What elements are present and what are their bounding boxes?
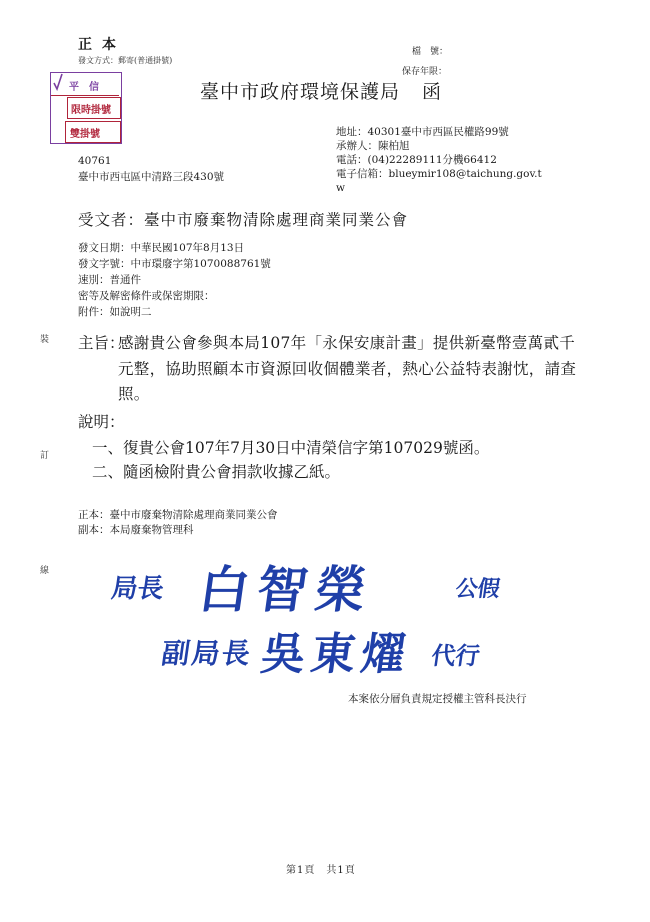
delegation-note: 本案依分層負責規定授權主管科長決行 (348, 693, 527, 705)
stamp-regular-label: 平 信 (69, 82, 99, 93)
attachment-note: 附件：如說明二 (78, 306, 152, 318)
signature-acting-note: 代行 (429, 641, 482, 670)
original-recipient: 正本：臺中市廢棄物清除處理商業同業公會 (78, 509, 278, 521)
agency-name: 臺中市政府環境保護局 (200, 81, 401, 103)
sender-email: 電子信箱：blueymir108@taichung.gov.t (336, 168, 542, 180)
binding-mark: 裝 (40, 335, 50, 345)
binding-mark: 線 (40, 566, 50, 576)
stamp-double-label: 雙掛號 (70, 129, 100, 140)
signature-name-director: 白智榮 (195, 560, 378, 619)
file-number-label: 檔 號： (412, 47, 449, 57)
distribution-list (78, 508, 278, 538)
issue-date: 發文日期：中華民國107年8月13日 (78, 242, 245, 254)
page-number: 第1頁 共1頁 (286, 865, 356, 876)
subject-text: 感謝貴公會參與本局107年「永保安康計畫」提供新臺幣壹萬貳千元整，協助照顧本市資源回收個體業者，熱心公益特表謝忱，請查照。 (118, 334, 577, 403)
delivery-speed: 速別：普通件 (78, 274, 141, 286)
sender-contact: 承辦人：陳柏旭 (336, 140, 410, 152)
stamp-row-double (65, 121, 121, 143)
document-meta (78, 240, 271, 320)
sender-info (336, 125, 542, 195)
copy-type-label: 正本 (78, 37, 126, 53)
sender-address: 地址：40301臺中市西區民權路99號 (336, 126, 509, 138)
receiver-zip: 40761 (78, 155, 112, 167)
retention-label: 保存年限： (402, 67, 448, 77)
explanation-list (92, 436, 489, 484)
stamp-express-label: 限時掛號 (71, 105, 111, 116)
sender-email-cont: w (336, 182, 345, 194)
explanation-label: 說明： (78, 413, 125, 431)
sender-phone: 電話：(04)22289111分機66412 (336, 154, 497, 166)
document-number: 發文字號：中市環廢字第1070088761號 (78, 258, 271, 270)
subject-label: 主旨： (78, 334, 125, 352)
mail-type-stamp (50, 72, 122, 144)
doc-type: 函 (422, 81, 443, 103)
signature-name-deputy: 吳東燿 (257, 629, 415, 680)
security-level: 密等及解密條件或保密期限： (78, 290, 215, 302)
send-method: 發文方式：郵寄(普通掛號) (78, 56, 173, 65)
explanation-item: 二、隨函檢附貴公會捐款收據乙紙。 (92, 463, 341, 481)
receiver-address: 臺中市西屯區中清路三段430號 (78, 171, 225, 183)
recipient-line: 受文者：臺中市廢棄物清除處理商業同業公會 (78, 211, 409, 229)
copy-recipient: 副本：本局廢棄物管理科 (78, 524, 194, 536)
stamp-row-express (67, 97, 121, 119)
explanation-item: 一、復貴公會107年7月30日中清榮信字第107029號函。 (92, 439, 490, 457)
check-mark-icon (53, 73, 63, 91)
signature-title-director: 局長 (109, 574, 166, 604)
binding-mark: 訂 (40, 451, 50, 461)
signature-leave-note: 公假 (453, 576, 502, 602)
agency-header (200, 77, 442, 104)
signature-title-deputy: 副局長 (159, 637, 255, 670)
